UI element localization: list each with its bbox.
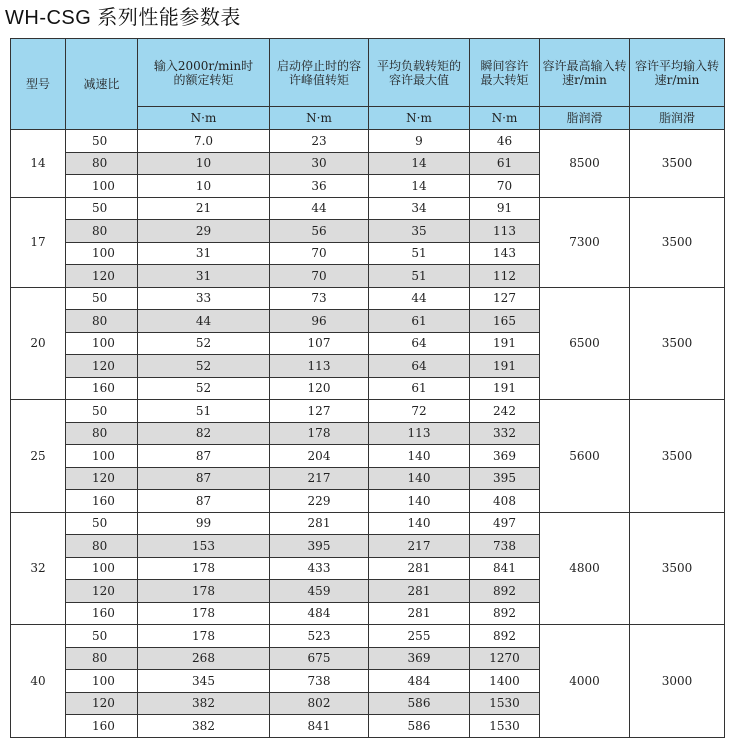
rated-torque-cell: 178 [138,580,270,603]
ratio-cell: 100 [66,557,138,580]
start-stop-peak-cell: 56 [270,220,369,243]
unit-avg-load-max: N·m [369,107,470,130]
unit-max-input-speed: 脂润滑 [540,107,630,130]
momentary-max-cell: 191 [470,332,540,355]
avg-load-max-cell: 14 [369,175,470,198]
rated-torque-cell: 178 [138,625,270,648]
ratio-cell: 160 [66,490,138,513]
rated-torque-cell: 153 [138,535,270,558]
rated-torque-cell: 29 [138,220,270,243]
avg-load-max-cell: 484 [369,670,470,693]
ratio-cell: 160 [66,377,138,400]
start-stop-peak-cell: 113 [270,355,369,378]
ratio-cell: 50 [66,512,138,535]
unit-rated-torque: N·m [138,107,270,130]
model-cell: 40 [11,625,66,738]
header-ratio: 减速比 [66,39,138,130]
unit-avg-input-speed: 脂润滑 [630,107,725,130]
momentary-max-cell: 1530 [470,715,540,738]
start-stop-peak-cell: 675 [270,647,369,670]
start-stop-peak-cell: 802 [270,692,369,715]
ratio-cell: 160 [66,602,138,625]
header-avg-input-speed: 容许平均输入转速r/min [630,39,725,107]
momentary-max-cell: 165 [470,310,540,333]
header-model: 型号 [11,39,66,130]
momentary-max-cell: 191 [470,377,540,400]
momentary-max-cell: 738 [470,535,540,558]
start-stop-peak-cell: 523 [270,625,369,648]
start-stop-peak-cell: 433 [270,557,369,580]
rated-torque-cell: 82 [138,422,270,445]
start-stop-peak-cell: 204 [270,445,369,468]
start-stop-peak-cell: 23 [270,130,369,153]
start-stop-peak-cell: 738 [270,670,369,693]
start-stop-peak-cell: 120 [270,377,369,400]
table-row [11,625,725,648]
avg-load-max-cell: 72 [369,400,470,423]
momentary-max-cell: 242 [470,400,540,423]
avg-load-max-cell: 281 [369,580,470,603]
rated-torque-cell: 51 [138,400,270,423]
ratio-cell: 80 [66,310,138,333]
momentary-max-cell: 369 [470,445,540,468]
ratio-cell: 120 [66,355,138,378]
rated-torque-cell: 178 [138,557,270,580]
momentary-max-cell: 408 [470,490,540,513]
rated-torque-cell: 87 [138,490,270,513]
rated-torque-cell: 31 [138,265,270,288]
table-row [11,512,725,535]
avg-input-speed-cell: 3500 [630,287,725,400]
rated-torque-cell: 382 [138,715,270,738]
max-input-speed-cell: 8500 [540,130,630,198]
start-stop-peak-cell: 70 [270,242,369,265]
avg-load-max-cell: 255 [369,625,470,648]
momentary-max-cell: 61 [470,152,540,175]
ratio-cell: 50 [66,625,138,648]
max-input-speed-cell: 4800 [540,512,630,625]
start-stop-peak-cell: 70 [270,265,369,288]
start-stop-peak-cell: 178 [270,422,369,445]
avg-load-max-cell: 281 [369,557,470,580]
model-cell: 14 [11,130,66,198]
ratio-cell: 80 [66,152,138,175]
table-row [11,197,725,220]
momentary-max-cell: 1270 [470,647,540,670]
performance-table [10,38,725,738]
rated-torque-cell: 99 [138,512,270,535]
max-input-speed-cell: 4000 [540,625,630,738]
rated-torque-cell: 52 [138,355,270,378]
avg-load-max-cell: 35 [369,220,470,243]
model-cell: 25 [11,400,66,513]
header-start-stop-peak: 启动停止时的容许峰值转矩 [270,39,369,107]
avg-load-max-cell: 140 [369,467,470,490]
model-cell: 20 [11,287,66,400]
momentary-max-cell: 332 [470,422,540,445]
rated-torque-cell: 10 [138,175,270,198]
ratio-cell: 100 [66,242,138,265]
momentary-max-cell: 91 [470,197,540,220]
momentary-max-cell: 395 [470,467,540,490]
momentary-max-cell: 497 [470,512,540,535]
rated-torque-cell: 382 [138,692,270,715]
max-input-speed-cell: 6500 [540,287,630,400]
avg-load-max-cell: 61 [369,310,470,333]
momentary-max-cell: 70 [470,175,540,198]
rated-torque-cell: 7.0 [138,130,270,153]
model-cell: 17 [11,197,66,287]
ratio-cell: 80 [66,220,138,243]
start-stop-peak-cell: 395 [270,535,369,558]
ratio-cell: 80 [66,422,138,445]
start-stop-peak-cell: 459 [270,580,369,603]
momentary-max-cell: 112 [470,265,540,288]
avg-input-speed-cell: 3500 [630,512,725,625]
ratio-cell: 120 [66,265,138,288]
ratio-cell: 120 [66,467,138,490]
momentary-max-cell: 46 [470,130,540,153]
momentary-max-cell: 892 [470,602,540,625]
avg-input-speed-cell: 3500 [630,400,725,513]
ratio-cell: 80 [66,647,138,670]
avg-input-speed-cell: 3500 [630,130,725,198]
momentary-max-cell: 127 [470,287,540,310]
avg-load-max-cell: 586 [369,692,470,715]
momentary-max-cell: 892 [470,625,540,648]
momentary-max-cell: 113 [470,220,540,243]
rated-torque-cell: 31 [138,242,270,265]
rated-torque-cell: 21 [138,197,270,220]
rated-torque-cell: 345 [138,670,270,693]
momentary-max-cell: 841 [470,557,540,580]
momentary-max-cell: 191 [470,355,540,378]
ratio-cell: 120 [66,692,138,715]
rated-torque-cell: 87 [138,467,270,490]
ratio-cell: 50 [66,197,138,220]
avg-load-max-cell: 281 [369,602,470,625]
avg-load-max-cell: 113 [369,422,470,445]
ratio-cell: 50 [66,400,138,423]
rated-torque-cell: 44 [138,310,270,333]
start-stop-peak-cell: 217 [270,467,369,490]
header-momentary-max: 瞬间容许最大转矩 [470,39,540,107]
avg-load-max-cell: 51 [369,242,470,265]
rated-torque-cell: 178 [138,602,270,625]
unit-momentary-max: N·m [470,107,540,130]
ratio-cell: 160 [66,715,138,738]
ratio-cell: 100 [66,445,138,468]
page-title: WH-CSG 系列性能参数表 [5,7,241,29]
rated-torque-cell: 33 [138,287,270,310]
avg-load-max-cell: 64 [369,332,470,355]
avg-input-speed-cell: 3000 [630,625,725,738]
avg-load-max-cell: 217 [369,535,470,558]
start-stop-peak-cell: 229 [270,490,369,513]
table-row [11,130,725,153]
avg-load-max-cell: 140 [369,512,470,535]
rated-torque-cell: 52 [138,332,270,355]
start-stop-peak-cell: 484 [270,602,369,625]
start-stop-peak-cell: 107 [270,332,369,355]
ratio-cell: 80 [66,535,138,558]
avg-load-max-cell: 140 [369,490,470,513]
rated-torque-cell: 52 [138,377,270,400]
ratio-cell: 100 [66,670,138,693]
table-row [11,400,725,423]
avg-load-max-cell: 61 [369,377,470,400]
start-stop-peak-cell: 281 [270,512,369,535]
avg-load-max-cell: 14 [369,152,470,175]
max-input-speed-cell: 7300 [540,197,630,287]
header-avg-load-max: 平均负载转矩的容许最大值 [369,39,470,107]
momentary-max-cell: 1400 [470,670,540,693]
start-stop-peak-cell: 841 [270,715,369,738]
avg-load-max-cell: 9 [369,130,470,153]
avg-load-max-cell: 586 [369,715,470,738]
avg-load-max-cell: 64 [369,355,470,378]
ratio-cell: 100 [66,175,138,198]
ratio-cell: 50 [66,130,138,153]
start-stop-peak-cell: 36 [270,175,369,198]
header-max-input-speed: 容许最高输入转速r/min [540,39,630,107]
ratio-cell: 100 [66,332,138,355]
avg-load-max-cell: 51 [369,265,470,288]
start-stop-peak-cell: 30 [270,152,369,175]
rated-torque-cell: 87 [138,445,270,468]
start-stop-peak-cell: 127 [270,400,369,423]
rated-torque-cell: 10 [138,152,270,175]
start-stop-peak-cell: 44 [270,197,369,220]
avg-load-max-cell: 140 [369,445,470,468]
avg-load-max-cell: 369 [369,647,470,670]
start-stop-peak-cell: 96 [270,310,369,333]
max-input-speed-cell: 5600 [540,400,630,513]
momentary-max-cell: 892 [470,580,540,603]
ratio-cell: 50 [66,287,138,310]
start-stop-peak-cell: 73 [270,287,369,310]
ratio-cell: 120 [66,580,138,603]
avg-load-max-cell: 34 [369,197,470,220]
unit-start-stop-peak: N·m [270,107,369,130]
momentary-max-cell: 1530 [470,692,540,715]
rated-torque-cell: 268 [138,647,270,670]
momentary-max-cell: 143 [470,242,540,265]
avg-input-speed-cell: 3500 [630,197,725,287]
avg-load-max-cell: 44 [369,287,470,310]
model-cell: 32 [11,512,66,625]
table-row [11,287,725,310]
header-rated-torque: 输入2000r/min时的额定转矩 [138,39,270,107]
